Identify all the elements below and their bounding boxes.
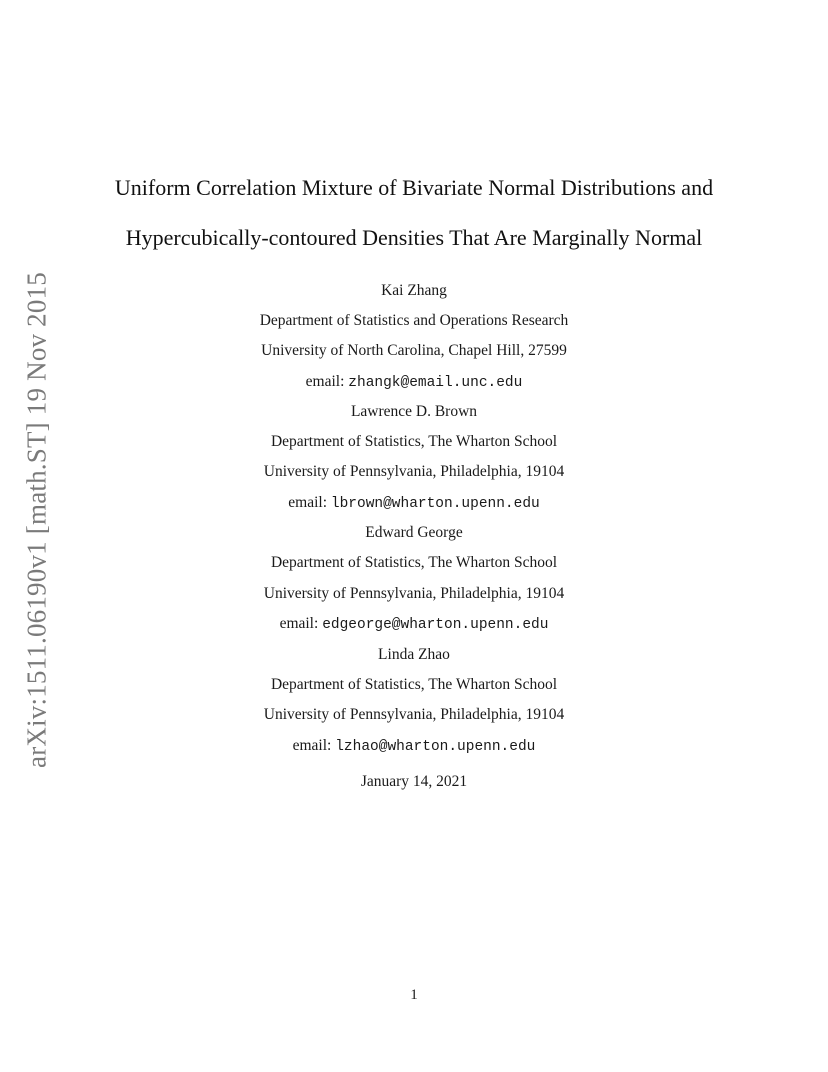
author-name: Edward George bbox=[365, 524, 463, 541]
author-email-line bbox=[0, 494, 828, 512]
author-name: Linda Zhao bbox=[378, 646, 450, 663]
author-university: University of Pennsylvania, Philadelphia, 19104 bbox=[263, 585, 565, 602]
author-email[interactable]: zhangk@email.unc.edu bbox=[348, 375, 523, 391]
email-label: email: bbox=[305, 373, 345, 390]
author-name: Kai Zhang bbox=[381, 282, 447, 299]
paper-title-line-2: Hypercubically-contoured Densities That Are Marginally Normal bbox=[125, 225, 703, 250]
author-university: University of North Carolina, Chapel Hill, 27599 bbox=[261, 342, 567, 359]
author-name: Lawrence D. Brown bbox=[350, 403, 478, 420]
arxiv-stamp-text: arXiv:1511.06190v1 [math.ST] 19 Nov 2015 bbox=[21, 272, 52, 768]
author-department: Department of Statistics and Operations Research bbox=[259, 312, 569, 329]
paper-date: January 14, 2021 bbox=[360, 773, 468, 790]
author-university: University of Pennsylvania, Philadelphia, 19104 bbox=[263, 706, 565, 723]
author-email-line bbox=[0, 615, 828, 633]
author-email-line bbox=[0, 737, 828, 755]
email-label: email: bbox=[279, 615, 319, 632]
email-label: email: bbox=[292, 737, 332, 754]
author-university: University of Pennsylvania, Philadelphia, 19104 bbox=[263, 463, 565, 480]
author-department: Department of Statistics, The Wharton School bbox=[270, 554, 558, 571]
author-email[interactable]: edgeorge@wharton.upenn.edu bbox=[322, 617, 549, 633]
author-email[interactable]: lzhao@wharton.upenn.edu bbox=[335, 739, 536, 755]
author-email-line bbox=[0, 373, 828, 391]
email-label: email: bbox=[288, 494, 328, 511]
author-department: Department of Statistics, The Wharton School bbox=[270, 433, 558, 450]
author-email[interactable]: lbrown@wharton.upenn.edu bbox=[330, 496, 540, 512]
author-department: Department of Statistics, The Wharton School bbox=[270, 676, 558, 693]
page-number: 1 bbox=[410, 987, 418, 1003]
paper-title-line-1: Uniform Correlation Mixture of Bivariate Normal Distributions and bbox=[114, 175, 714, 200]
